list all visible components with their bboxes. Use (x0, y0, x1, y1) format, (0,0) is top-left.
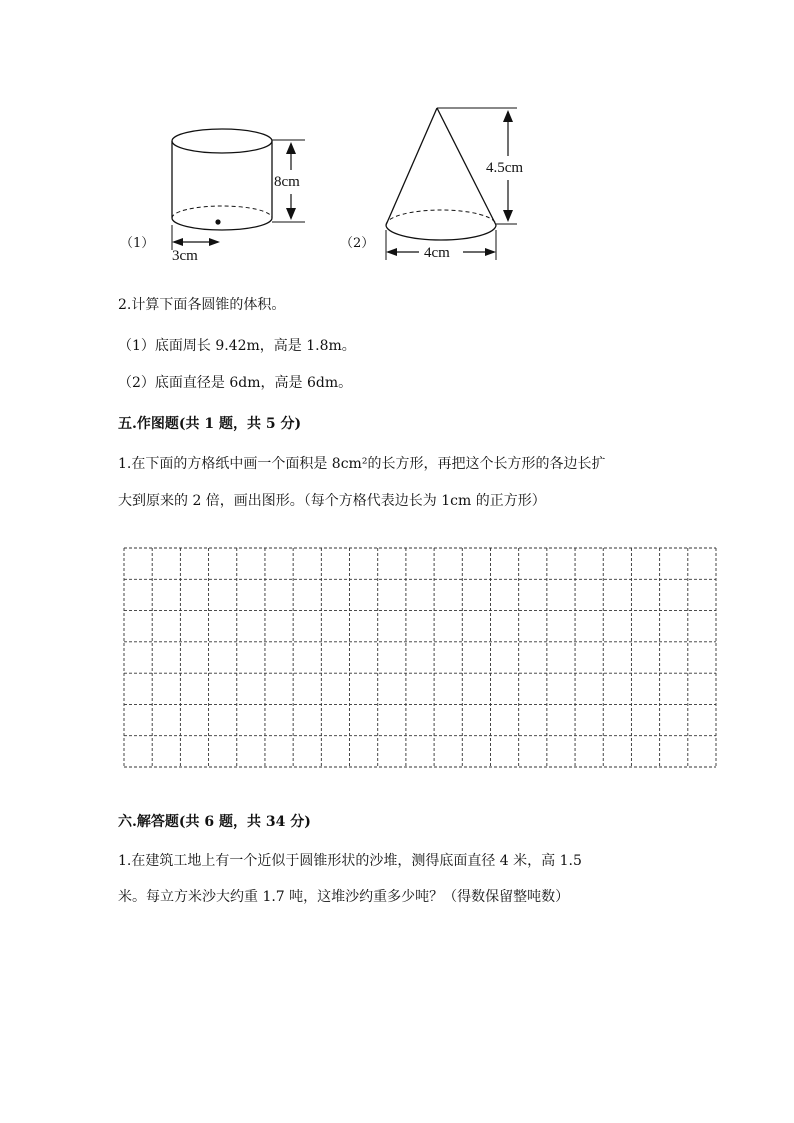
q2-item-2: （2）底面直径是 6dm，高是 6dm。 (118, 375, 353, 391)
section-5-q1-line2: 大到原来的 2 倍，画出图形。（每个方格代表边长为 1cm 的正方形） (118, 493, 546, 509)
section-6-q1-line2: 米。每立方米沙大约重 1.7 吨，这堆沙约重多少吨？（得数保留整吨数） (118, 889, 570, 905)
section-6-heading: 六.解答题(共 6 题，共 34 分) (118, 814, 311, 830)
q2-title: 2.计算下面各圆锥的体积。 (118, 297, 286, 313)
cylinder-height-label: 8cm (274, 174, 300, 190)
grid-paper[interactable] (123, 547, 717, 768)
q2-item-1: （1）底面周长 9.42m，高是 1.8m。 (118, 338, 356, 354)
figure-2-label: （2） (340, 236, 375, 251)
cone-figure (375, 100, 545, 270)
figure-1-label: （1） (120, 236, 155, 251)
cone-diameter-label: 4cm (424, 245, 450, 261)
section-6-q1-line1: 1.在建筑工地上有一个近似于圆锥形状的沙堆，测得底面直径 4 米，高 1.5 (118, 853, 582, 869)
cone-height-label: 4.5cm (486, 160, 524, 176)
cylinder-radius-label: 3cm (172, 248, 198, 264)
section-5-heading: 五.作图题(共 1 题，共 5 分) (118, 416, 302, 432)
section-5-q1-line1: 1.在下面的方格纸中画一个面积是 8cm²的长方形，再把这个长方形的各边长扩 (118, 456, 606, 472)
